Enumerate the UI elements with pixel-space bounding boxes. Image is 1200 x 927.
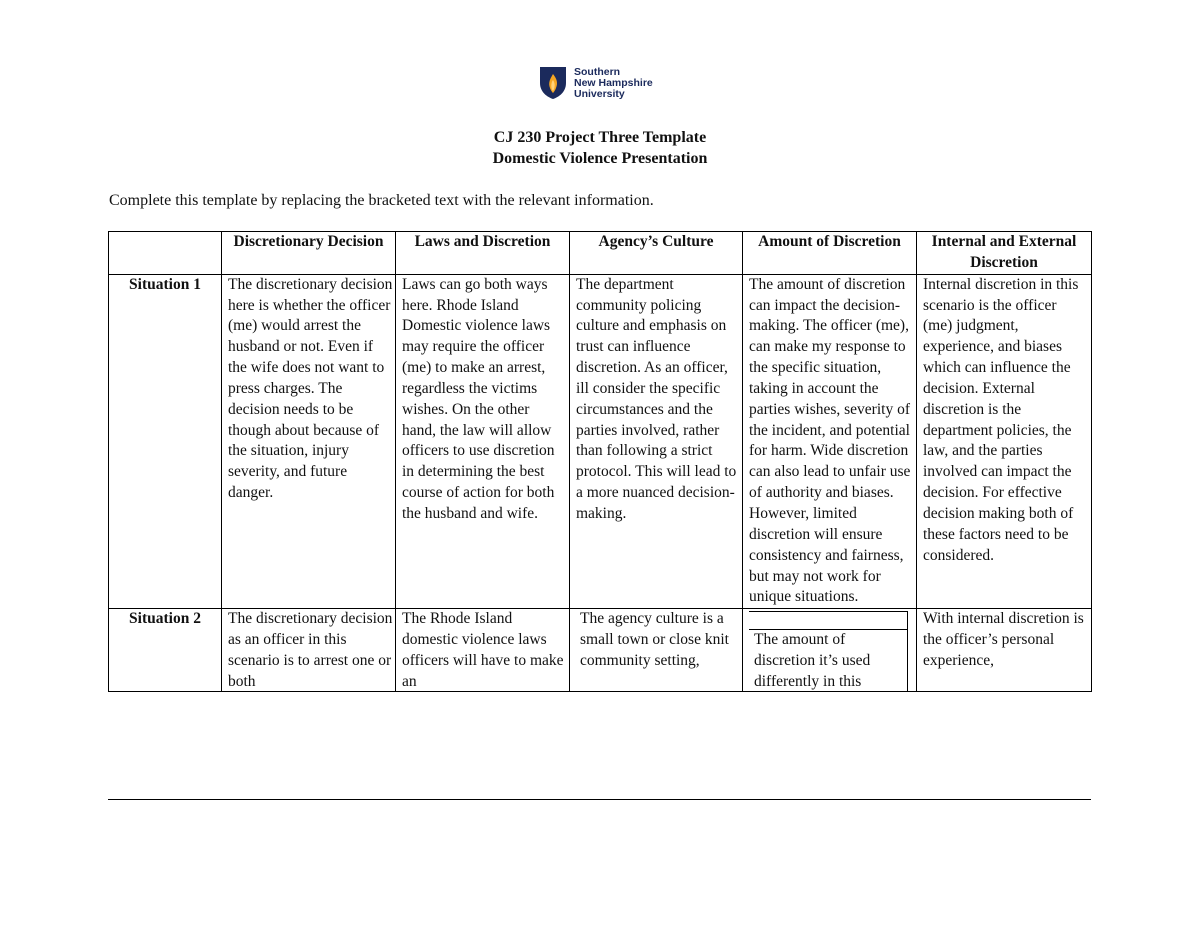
table-cell: The discretionary decision here is whether the officer (me) would arrest the husband or not. Even if the wife does not want to press charges. The decision needs to be though about because of the situation, injury severity, and future danger. [222, 274, 396, 609]
cell-text: The amount of discretion it’s used differently in this [749, 630, 908, 691]
table-cell [396, 609, 570, 692]
table-cell: The amount of discretion can impact the decision-making. The officer (me), can make my response to the specific situation, taking in account the parties wishes, severity of the incident, and potential for harm. Wide discretion can also lead to unfair use of authority and biases. However, limited discretion will ensure consistency and fairness, but may not work for unique situations. [743, 274, 917, 609]
instructions-text: Complete this template by replacing the bracketed text with the relevant information. [109, 192, 654, 209]
table-cell: Internal discretion in this scenario is the officer (me) judgment, experience, and biases which can influence the decision. External discretion is the department policies, the law, and the parties involved can impact the decision. For effective decision making both of these factors need to be considered. [917, 274, 1092, 609]
document-title: CJ 230 Project Three Template [493, 129, 707, 146]
table-cell: Laws can go both ways here. Rhode Island Domestic violence laws may require the officer (me) to make an arrest, regardless the victims wishes. On the other hand, the law will allow officers to use discretion in determining the best course of action for both the husband and wife. [396, 274, 570, 609]
logo-wordmark [574, 67, 653, 100]
table-cell [570, 609, 743, 692]
header-cell-internal-external-discretion: Internal and External Discretion [917, 232, 1092, 275]
header-cell-empty [109, 232, 222, 275]
table-row [109, 274, 1092, 609]
table-cell [917, 609, 1092, 692]
nested-box-top [749, 611, 908, 630]
logo-line-2: New Hampshire [574, 76, 653, 89]
row-label-text: Situation 2 [129, 610, 201, 628]
logo-line-1: Southern [574, 65, 621, 78]
table-cell: The department community policing culture and emphasis on trust can influence discretion. As an officer, ill consider the specific circumstances and the parties involved, rather than following a strict protocol. This will lead to a more nuanced decision-making. [570, 274, 743, 609]
table-cell [222, 609, 396, 692]
row-label-situation-1: Situation 1 [109, 274, 222, 609]
cell-text: The Rhode Island domestic violence laws officers will have to make an [402, 610, 564, 690]
header-cell-laws-and-discretion: Laws and Discretion [396, 232, 570, 275]
table-cell [743, 609, 917, 692]
cell-text: With internal discretion is the officer’s personal experience, [923, 610, 1084, 669]
nested-box-cell [749, 609, 914, 691]
logo-line-3: University [574, 87, 625, 100]
header-cell-agency-culture: Agency’s Culture [570, 232, 743, 275]
page-break-line [108, 799, 1091, 800]
document-subtitle: Domestic Violence Presentation [492, 150, 708, 167]
table-header-row [109, 232, 1092, 275]
cell-text: The discretionary decision as an officer in this scenario is to arrest one or both [228, 610, 393, 690]
row-label-situation-2 [109, 609, 222, 692]
header-cell-discretionary-decision: Discretionary Decision [222, 232, 396, 275]
table-row [109, 609, 1092, 692]
header-cell-amount-of-discretion: Amount of Discretion [743, 232, 917, 275]
document-titles [0, 127, 1200, 169]
university-logo [539, 66, 653, 100]
cell-text: The agency culture is a small town or close knit community setting, [580, 610, 729, 669]
shield-flame-icon [539, 66, 567, 100]
discretion-table [108, 231, 1092, 692]
